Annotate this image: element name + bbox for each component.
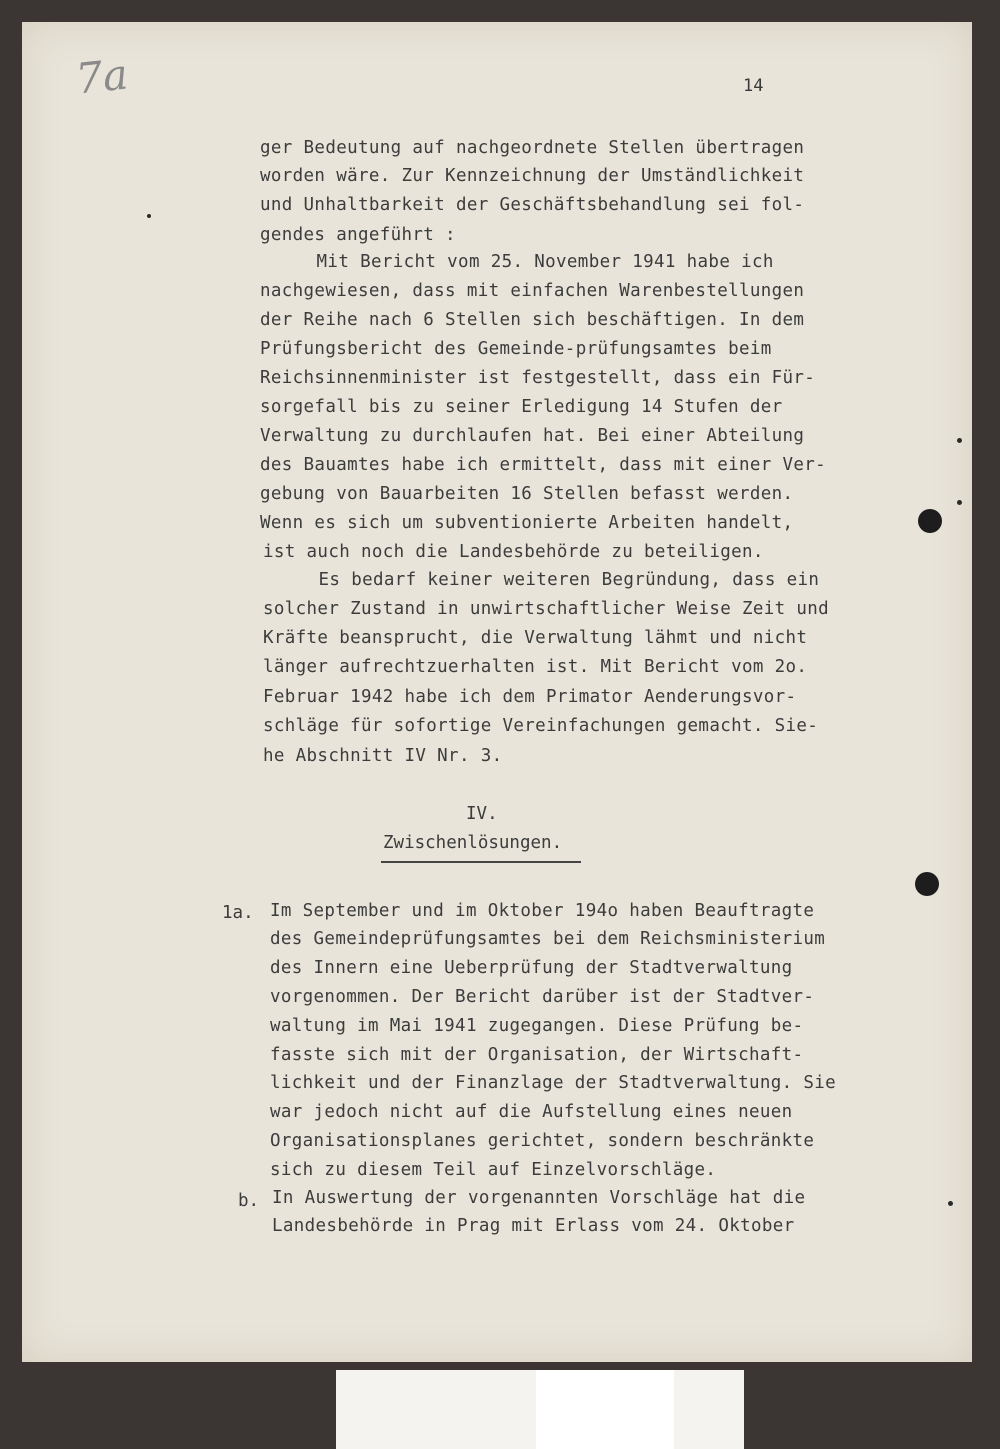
text-line: Kräfte beansprucht, die Verwaltung lähmt und nicht [263, 628, 808, 648]
text-line: Wenn es sich um subventionierte Arbeiten handelt, [260, 513, 794, 533]
text-line: des Bauamtes habe ich ermittelt, dass mit einer Ver- [260, 455, 827, 475]
text-line: Organisationsplanes gerichtet, sondern beschränkte [270, 1131, 815, 1151]
page-number: 14 [743, 76, 764, 96]
text-line: sich zu diesem Teil auf Einzelvorschläge. [270, 1160, 717, 1180]
scan-label-strip [336, 1370, 744, 1449]
text-line: worden wäre. Zur Kennzeichnung der Umständlichkeit [260, 166, 805, 186]
text-line: ist auch noch die Landesbehörde zu beteiligen. [263, 542, 764, 562]
text-line: Mit Bericht vom 25. November 1941 habe ich [273, 252, 774, 272]
text-line: sorgefall bis zu seiner Erledigung 14 Stufen der [260, 397, 783, 417]
text-line: des Innern eine Ueberprüfung der Stadtverwaltung [270, 958, 793, 978]
text-line: In Auswertung der vorgenannten Vorschläge hat die [272, 1188, 806, 1208]
text-line: ger Bedeutung auf nachgeordnete Stellen übertragen [260, 138, 805, 158]
ink-speck [948, 1201, 953, 1206]
text-line: vorgenommen. Der Bericht darüber ist der Stadtver- [270, 987, 815, 1007]
text-line: Februar 1942 habe ich dem Primator Aenderungsvor- [263, 687, 797, 707]
text-line: lichkeit und der Finanzlage der Stadtverwaltung. Sie [270, 1073, 837, 1093]
item-marker-1a: 1a. [222, 903, 254, 923]
text-line: fasste sich mit der Organisation, der Wirtschaft- [270, 1045, 804, 1065]
folio-number: 7a [73, 49, 131, 104]
text-line: gendes angeführt : [260, 225, 456, 245]
text-line: Es bedarf keiner weiteren Begründung, dass ein [275, 570, 820, 590]
ink-speck [957, 500, 962, 505]
text-line: nachgewiesen, dass mit einfachen Warenbestellungen [260, 281, 805, 301]
text-line: länger aufrechtzuerhalten ist. Mit Bericht vom 2o. [263, 657, 808, 677]
text-line: Verwaltung zu durchlaufen hat. Bei einer Abteilung [260, 426, 805, 446]
text-line: solcher Zustand in unwirtschaftlicher Weise Zeit und [263, 599, 830, 619]
ink-speck [147, 214, 151, 218]
text-line: Prüfungsbericht des Gemeinde-prüfungsamtes beim [260, 339, 772, 359]
text-line: waltung im Mai 1941 zugegangen. Diese Prüfung be- [270, 1016, 804, 1036]
punch-hole [915, 872, 939, 896]
text-line: Reichsinnenminister ist festgestellt, dass ein Für- [260, 368, 816, 388]
punch-hole [918, 509, 942, 533]
ink-speck [957, 438, 962, 443]
text-line: gebung von Bauarbeiten 16 Stellen befasst werden. [260, 484, 794, 504]
text-line: und Unhaltbarkeit der Geschäftsbehandlung sei fol- [260, 195, 805, 215]
section-title-underline [381, 861, 581, 863]
text-line: der Reihe nach 6 Stellen sich beschäftigen. In dem [260, 310, 805, 330]
text-line: war jedoch nicht auf die Aufstellung eines neuen [270, 1102, 793, 1122]
scan-label-notch [536, 1370, 674, 1449]
text-line: he Abschnitt IV Nr. 3. [263, 746, 503, 766]
item-marker-b: b. [238, 1191, 260, 1211]
text-line: des Gemeindeprüfungsamtes bei dem Reichsministerium [270, 929, 826, 949]
section-number: IV. [466, 804, 498, 824]
text-line: Im September und im Oktober 194o haben Beauftragte [270, 901, 815, 921]
text-line: schläge für sofortige Vereinfachungen gemacht. Sie- [263, 716, 819, 736]
section-title: Zwischenlösungen. [383, 833, 563, 853]
text-line: Landesbehörde in Prag mit Erlass vom 24. Oktober [272, 1216, 795, 1236]
